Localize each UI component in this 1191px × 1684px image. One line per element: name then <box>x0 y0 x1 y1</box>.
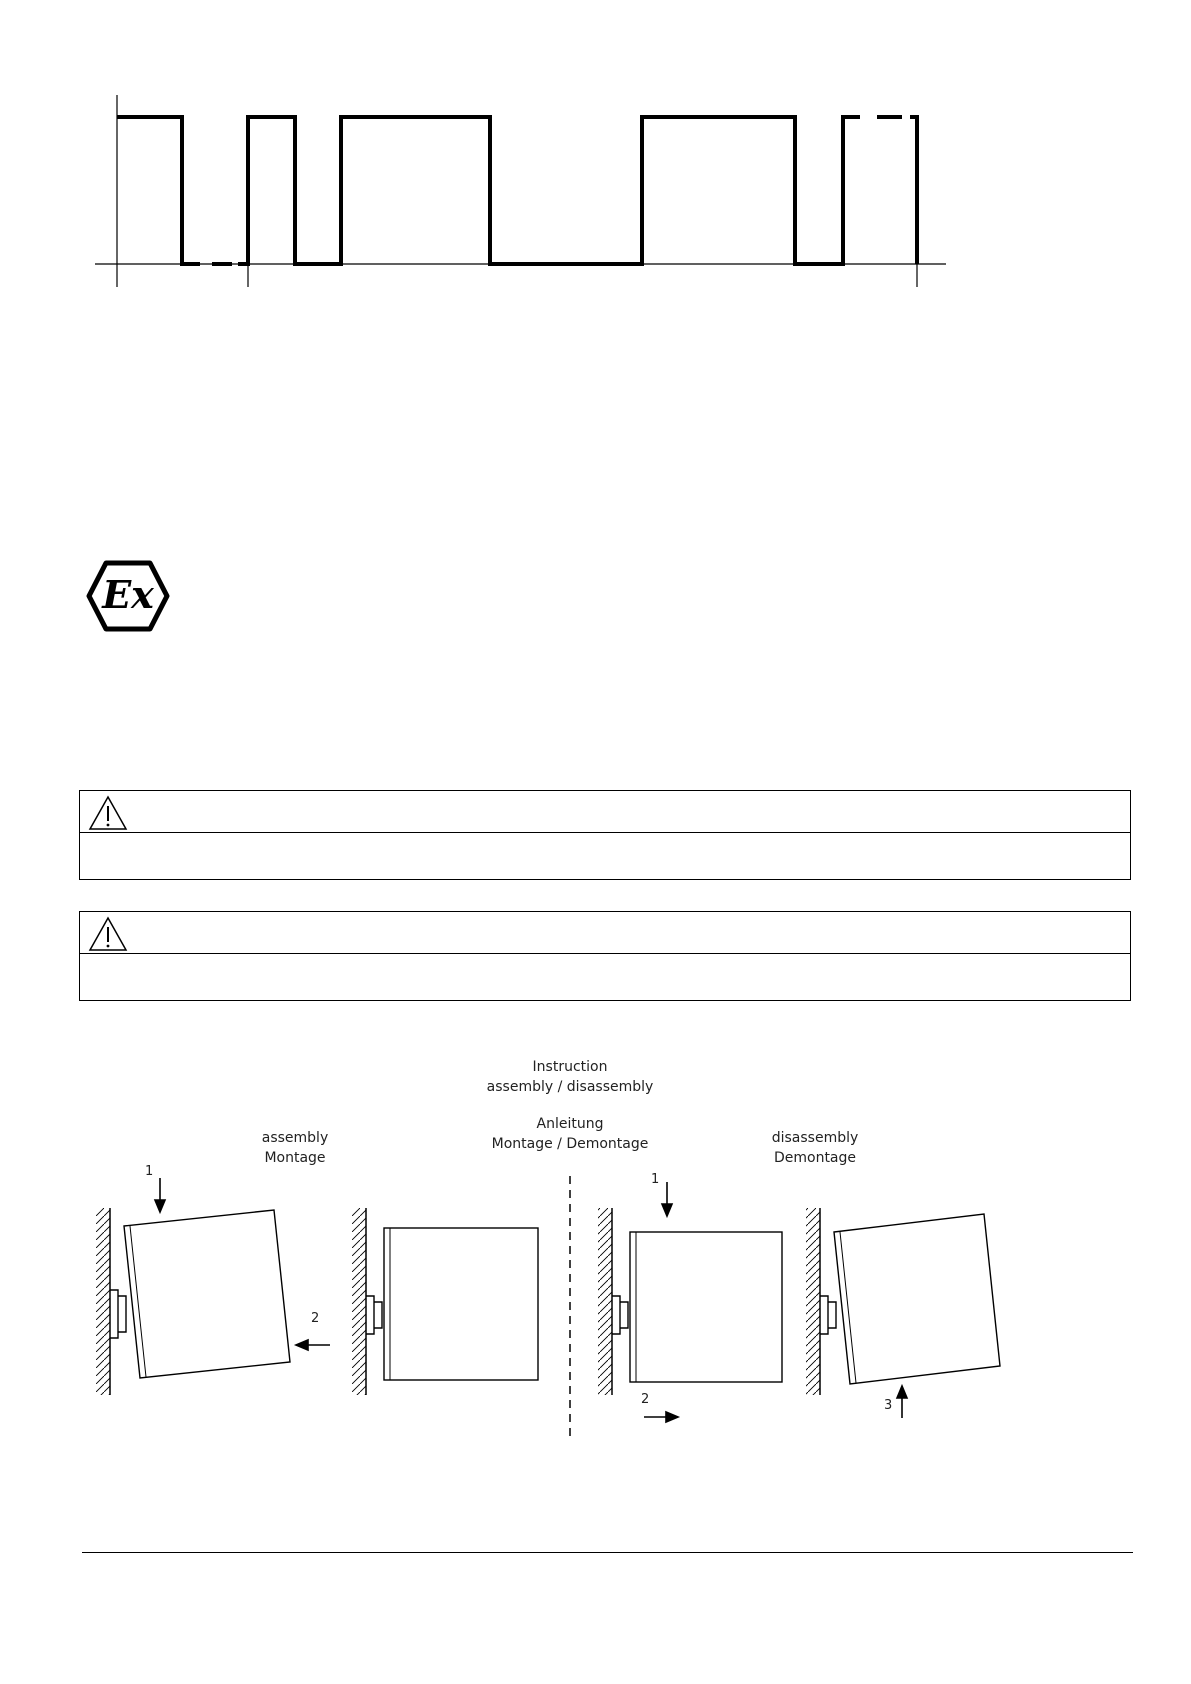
din-rail <box>110 1290 126 1338</box>
din-rail <box>612 1296 628 1334</box>
arrow-down-icon <box>662 1182 672 1216</box>
arrow-down-icon <box>155 1178 165 1212</box>
footer-rule <box>82 1552 1133 1553</box>
wall-hatch <box>806 1208 820 1395</box>
arrow-right-icon <box>644 1412 678 1422</box>
instruction-title-de: Anleitung Montage / Demontage <box>491 1116 649 1152</box>
step-number: 1 <box>651 1172 660 1187</box>
din-rail <box>366 1296 382 1334</box>
assembly-label: assembly Montage <box>261 1130 329 1166</box>
module-housing <box>124 1210 290 1378</box>
wall-hatch <box>96 1208 110 1395</box>
disassembly-label: disassembly Demontage <box>771 1130 859 1166</box>
module-housing <box>630 1232 782 1382</box>
instruction-title-en: Instruction assembly / disassembly <box>486 1059 654 1095</box>
arrow-up-icon <box>897 1386 907 1418</box>
wall-hatch <box>598 1208 612 1395</box>
wall-hatch <box>352 1208 366 1395</box>
step-number: 1 <box>145 1164 154 1179</box>
step-number: 3 <box>884 1398 893 1413</box>
module-housing <box>834 1214 1000 1384</box>
ex-mark-text: Ex <box>102 572 154 617</box>
module-housing <box>384 1228 538 1380</box>
step-number: 2 <box>311 1311 320 1326</box>
arrow-left-icon <box>296 1340 330 1350</box>
din-rail <box>820 1296 836 1334</box>
step-number: 2 <box>641 1392 650 1407</box>
